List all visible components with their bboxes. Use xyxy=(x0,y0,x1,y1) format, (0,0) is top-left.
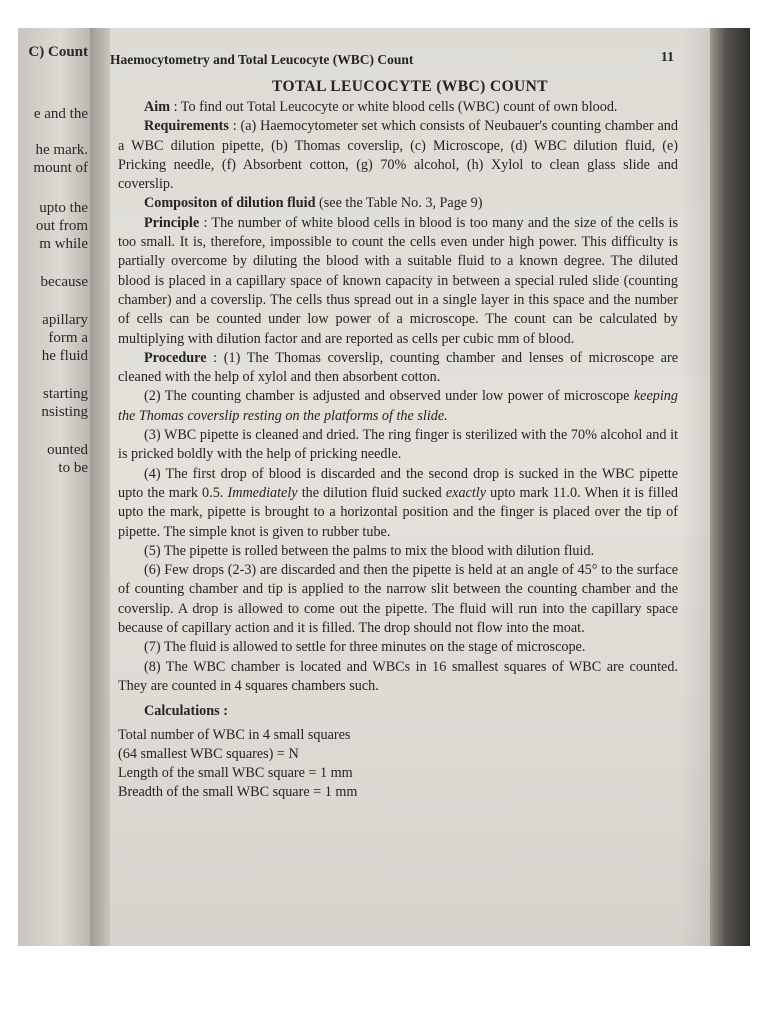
left-fragment: form a xyxy=(48,330,88,346)
aim-text: : To find out Total Leucocyte or white blood cells (WBC) count of own blood. xyxy=(170,99,618,115)
step-4-italic: Immediately xyxy=(227,484,298,501)
left-fragment: apillary xyxy=(42,312,88,328)
calc-line: Total number of WBC in 4 small squares xyxy=(118,726,351,743)
running-header: Haemocytometry and Total Leucocyte (WBC) Count xyxy=(110,52,414,67)
left-page-edge xyxy=(18,28,90,946)
procedure-step-2 xyxy=(118,387,678,426)
left-fragment: out from xyxy=(35,218,88,234)
composition-paragraph xyxy=(118,194,678,213)
requirements-paragraph xyxy=(118,117,678,194)
left-fragment: mount of xyxy=(33,160,88,176)
left-fragment: m while xyxy=(39,236,88,252)
step-4-italic: exactly xyxy=(445,484,487,501)
page-title: TOTAL LEUCOCYTE (WBC) COUNT xyxy=(272,78,548,95)
requirements-text: : (a) Haemocytometer set which consists of Neubauer's counting chamber and a WBC dilution pipette, (b) Thomas coverslip, (c) Microscope, (d) WBC dilution fluid, (e) Pricking needle, (f) Absorbent cotton, (g) 70% alcohol, (h) Xylol to clean glass slide and coverslip. xyxy=(118,118,678,193)
principle-text: : The number of white blood cells in blood is too many and the size of the cells is too small. It is, therefore, impossible to count the cells even under high power. This difficulty is partially overcome by diluting the blood with a suitable fluid to a known degree. The diluted blood is placed in a capillary space of known capacity in between a special ruled slide (counting chamber) and a coverslip. The cells thus spread out in a single layer in this space and the number of cells can be counted under low power of a microscope. The count can be calculated by multiplying with dilution factor and are reported as cells per cubic mm of blood. xyxy=(118,214,678,347)
page-number: 11 xyxy=(660,50,674,65)
book-photo xyxy=(18,28,750,946)
aim-paragraph xyxy=(118,98,678,117)
procedure-step-6: (6) Few drops (2-3) are discarded and then the pipette is held at an angle of 45° to the surface of counting chamber and tip is applied to the narrow slit between the counting chamber and the coverslip. A drop is allowed to come out the pipette. The fluid will run into the capillary space because of capillary action and it is filled. The drop should not flow into the moat. xyxy=(118,562,678,637)
right-page xyxy=(110,28,710,946)
left-fragment: ounted xyxy=(47,442,88,458)
step-4-text: the dilution fluid sucked xyxy=(297,484,446,501)
aim-heading: Aim xyxy=(144,99,171,115)
step-2-text: (2) The counting chamber is adjusted and observed under low power of microscope xyxy=(144,388,634,405)
book-edge-shadow xyxy=(710,28,750,946)
left-fragment: upto the xyxy=(39,200,88,216)
page-shadow xyxy=(680,28,710,946)
step-4-text: (4) The first drop of blood is discarded and the second drop is sucked in the WBC pipette upto the mark 0.5. xyxy=(118,465,678,501)
step-4-text: upto mark 11.0. When it is filled upto the mark, pipette is brought to a horizontal position and the finger is placed over the tip of pipette. The simple knot is given to rubber tube. xyxy=(118,484,678,540)
procedure-paragraph xyxy=(118,349,678,388)
page-body xyxy=(118,98,678,802)
principle-paragraph xyxy=(118,214,678,349)
procedure-text: : (1) The Thomas coverslip, counting chamber and lenses of microscope are cleaned with the help of xylol and then absorbent cotton. xyxy=(118,349,678,386)
left-fragment: starting xyxy=(43,386,88,402)
requirements-heading: Requirements xyxy=(144,118,229,135)
procedure-step-7: (7) The fluid is allowed to settle for three minutes on the stage of microscope. xyxy=(144,639,586,656)
procedure-step-4 xyxy=(118,465,678,542)
left-fragment: e and the xyxy=(33,106,88,122)
procedure-step-3: (3) WBC pipette is cleaned and dried. The ring finger is sterilized with the 70% alcohol and it is pricked boldly with the help of pricking needle. xyxy=(118,427,678,463)
calc-line: (64 smallest WBC squares) = N xyxy=(118,745,299,762)
procedure-step-5: (5) The pipette is rolled between the palms to mix the blood with dilution fluid. xyxy=(144,542,595,559)
left-fragment: he fluid xyxy=(41,348,88,364)
calc-line: Breadth of the small WBC square = 1 mm xyxy=(118,783,358,800)
left-fragment: C) Count xyxy=(28,44,88,60)
book-gutter xyxy=(90,28,110,946)
left-fragment: to be xyxy=(58,460,88,476)
calc-line: Length of the small WBC square = 1 mm xyxy=(118,764,353,781)
left-fragment: because xyxy=(40,274,88,290)
principle-heading: Principle xyxy=(144,214,200,231)
left-fragment: he mark. xyxy=(35,142,88,158)
procedure-heading: Procedure xyxy=(144,349,207,366)
composition-heading: Compositon of dilution fluid xyxy=(144,195,316,212)
step-2-italic: keeping the Thomas coverslip resting on the platforms of the slide. xyxy=(118,388,678,424)
composition-text: (see the Table No. 3, Page 9) xyxy=(315,195,483,212)
calculations-heading: Calculations : xyxy=(144,703,228,720)
procedure-step-8: (8) The WBC chamber is located and WBCs in 16 smallest squares of WBC are counted. They are counted in 4 squares chambers such. xyxy=(118,658,678,694)
calculations-block xyxy=(118,726,678,802)
left-fragment: nsisting xyxy=(41,404,88,420)
